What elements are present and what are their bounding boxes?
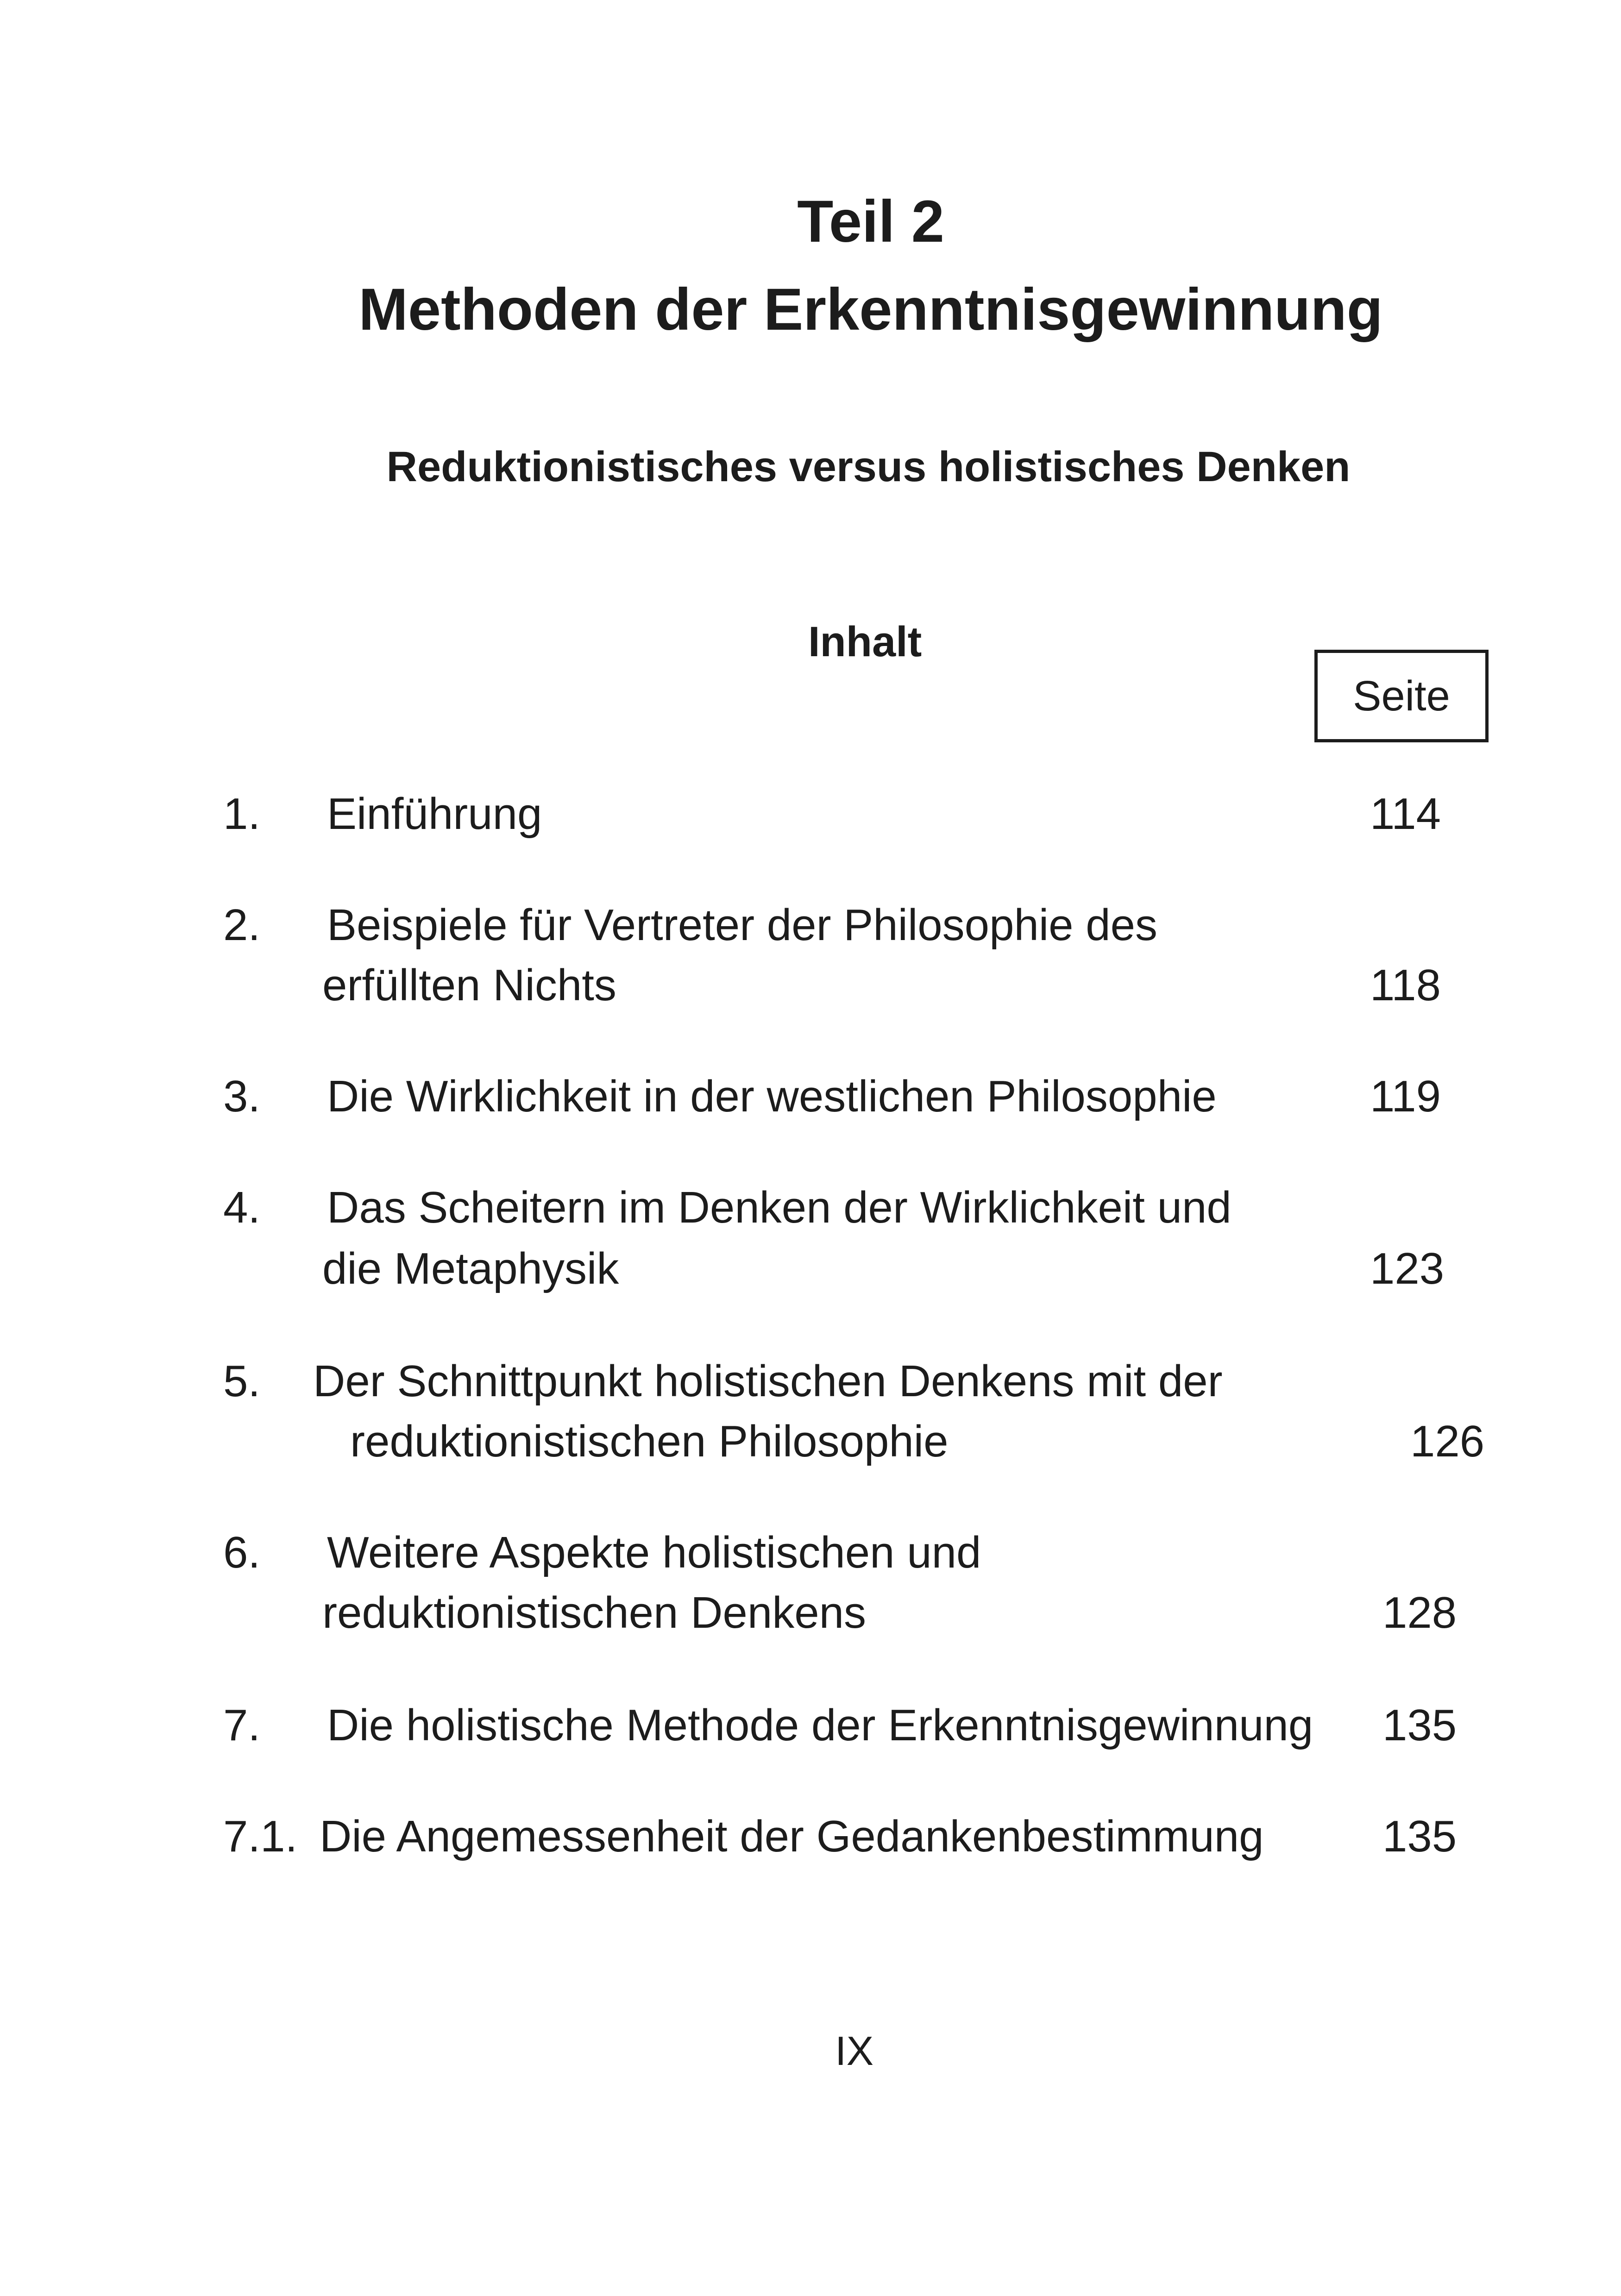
toc-entry-number: 6. xyxy=(223,1528,261,1577)
toc-entry-page: 135 xyxy=(1382,1812,1457,1861)
toc-entry-number: 1. xyxy=(223,789,261,839)
toc-entry-title-continued: erfüllten Nichts xyxy=(322,960,616,1010)
part-label: Teil 2 xyxy=(797,188,944,255)
toc-entry-title-continued: reduktionistischen Denkens xyxy=(322,1588,866,1637)
toc-entry-title: Die Angemessenheit der Gedankenbestimmung xyxy=(320,1812,1264,1861)
toc-entry-page: 119 xyxy=(1370,1072,1441,1121)
toc-entry-title: Weitere Aspekte holistischen und xyxy=(327,1528,981,1577)
contents-heading: Inhalt xyxy=(808,618,922,665)
toc-entry-title: Die holistische Methode der Erkenntnisgewinnung xyxy=(327,1700,1313,1750)
toc-entry-number: 5. xyxy=(223,1356,261,1406)
page-column-label: Seite xyxy=(1353,672,1450,720)
toc-entry-number: 7. xyxy=(223,1700,261,1750)
toc-entry-number: 3. xyxy=(223,1072,261,1121)
page-number: IX xyxy=(835,2028,874,2074)
toc-entry-page: 126 xyxy=(1410,1417,1485,1466)
toc-entry-page: 114 xyxy=(1370,789,1441,839)
toc-entry-title-continued: reduktionistischen Philosophie xyxy=(350,1417,949,1466)
toc-entry-title-continued: die Metaphysik xyxy=(322,1244,619,1293)
part-heading xyxy=(0,188,1621,255)
toc-entry-page: 123 xyxy=(1370,1244,1445,1293)
page-column-label-box xyxy=(1314,650,1489,742)
toc-entry-page: 118 xyxy=(1370,960,1441,1010)
toc-entry-number: 2. xyxy=(223,900,261,950)
toc-entry-title: Die Wirklichkeit in der westlichen Philosophie xyxy=(327,1072,1217,1121)
toc-entry-title: Der Schnittpunkt holistischen Denkens mit der xyxy=(313,1356,1223,1406)
page-title-text: Methoden der Erkenntnisgewinnung xyxy=(358,276,1383,343)
toc-entry-page: 135 xyxy=(1382,1700,1457,1750)
toc-entry-page: 128 xyxy=(1382,1588,1457,1637)
page-subtitle-text: Reduktionistisches versus holistisches Denken xyxy=(386,443,1351,490)
toc-entry-title: Einführung xyxy=(327,789,542,839)
toc-entry-title: Das Scheitern im Denken der Wirklichkeit und xyxy=(327,1183,1231,1232)
page-title xyxy=(0,276,1621,343)
toc-entry-number: 4. xyxy=(223,1183,261,1232)
toc-entry-title: Beispiele für Vertreter der Philosophie des xyxy=(327,900,1158,950)
page-subtitle xyxy=(0,445,1621,488)
toc-entry-number: 7.1. xyxy=(223,1812,298,1861)
